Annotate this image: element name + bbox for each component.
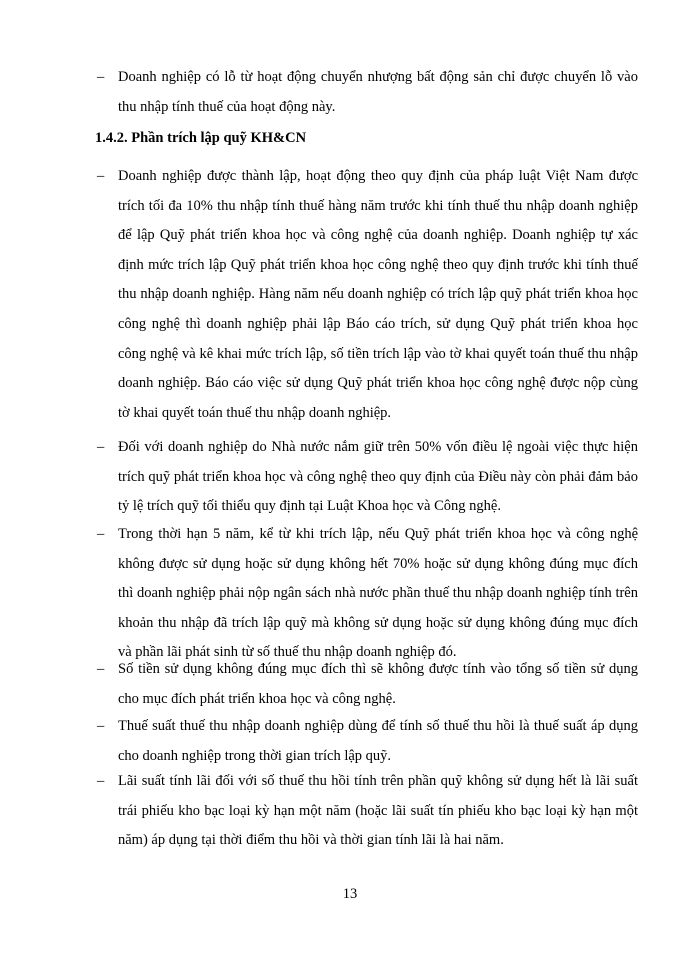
section-heading: 1.4.2. Phần trích lập quỹ KH&CN <box>95 130 307 146</box>
bullet-text: Thuế suất thuế thu nhập doanh nghiệp dùng để tính số thuế thu hồi là thuế suất áp dụng cho doanh nghiệp trong thời gian trích lập quỹ. <box>118 718 638 764</box>
list-item <box>97 63 638 122</box>
list-item <box>97 655 638 714</box>
list-item <box>97 162 638 428</box>
bullet-dash: – <box>97 526 105 542</box>
bullet-dash: – <box>97 439 105 455</box>
page-number: 13 <box>342 886 358 902</box>
list-item <box>97 433 638 522</box>
list-item <box>97 520 638 668</box>
bullet-text: Doanh nghiệp được thành lập, hoạt động theo quy định của pháp luật Việt Nam được trích tối đa 10% thu nhập tính thuế hàng năm trước khi tính thuế thu nhập doanh nghiệp để lập Quỹ phát triển khoa học và công nghệ của doanh nghiệp. Doanh nghiệp tự xác định mức trích lập Quỹ phát triển khoa học công nghệ theo quy định trước khi tính thuế thu nhập doanh nghiệp. Hàng năm nếu doanh nghiệp có trích lập quỹ phát triển khoa học công nghệ thì doanh nghiệp phải lập Báo cáo trích, sử dụng Quỹ phát triển khoa học công nghệ và kê khai mức trích lập, số tiền trích lập vào tờ khai quyết toán thuế thu nhập doanh nghiệp. Báo cáo việc sử dụng Quỹ phát triển khoa học công nghệ được nộp cùng tờ khai quyết toán thuế thu nhập doanh nghiệp. <box>118 168 638 421</box>
bullet-text: Doanh nghiệp có lỗ từ hoạt động chuyển nhượng bất động sản chỉ được chuyển lỗ vào thu nhập tính thuế của hoạt động này. <box>118 69 638 115</box>
bullet-dash: – <box>97 661 105 677</box>
bullet-text: Trong thời hạn 5 năm, kể từ khi trích lập, nếu Quỹ phát triển khoa học và công nghệ không được sử dụng hoặc sử dụng không hết 70% hoặc sử dụng không đúng mục đích thì doanh nghiệp phải nộp ngân sách nhà nước phần thuế thu nhập doanh nghiệp tính trên khoản thu nhập đã trích lập quỹ mà không sử dụng hoặc sử dụng không đúng mục đích và phần lãi phát sinh từ số thuế thu nhập doanh nghiệp đó. <box>118 526 638 661</box>
bullet-dash: – <box>97 168 105 184</box>
list-item <box>97 767 638 856</box>
bullet-text: Lãi suất tính lãi đối với số thuế thu hồi tính trên phần quỹ không sử dụng hết là lãi suất trái phiếu kho bạc loại kỳ hạn một năm (hoặc lãi suất tín phiếu kho bạc loại kỳ hạn một năm) áp dụng tại thời điểm thu hồi và thời gian tính lãi là hai năm. <box>118 773 638 849</box>
bullet-dash: – <box>97 718 105 734</box>
bullet-dash: – <box>97 69 105 85</box>
bullet-text: Số tiền sử dụng không đúng mục đích thì sẽ không được tính vào tổng số tiền sử dụng cho mục đích phát triển khoa học và công nghệ. <box>118 661 638 707</box>
bullet-dash: – <box>97 773 105 789</box>
list-item <box>97 712 638 771</box>
bullet-text: Đối với doanh nghiệp do Nhà nước nắm giữ trên 50% vốn điều lệ ngoài việc thực hiện trích quỹ phát triển khoa học và công nghệ theo quy định của Điều này còn phải đảm bảo tỷ lệ trích quỹ tối thiểu quy định tại Luật Khoa học và Công nghệ. <box>118 439 638 515</box>
